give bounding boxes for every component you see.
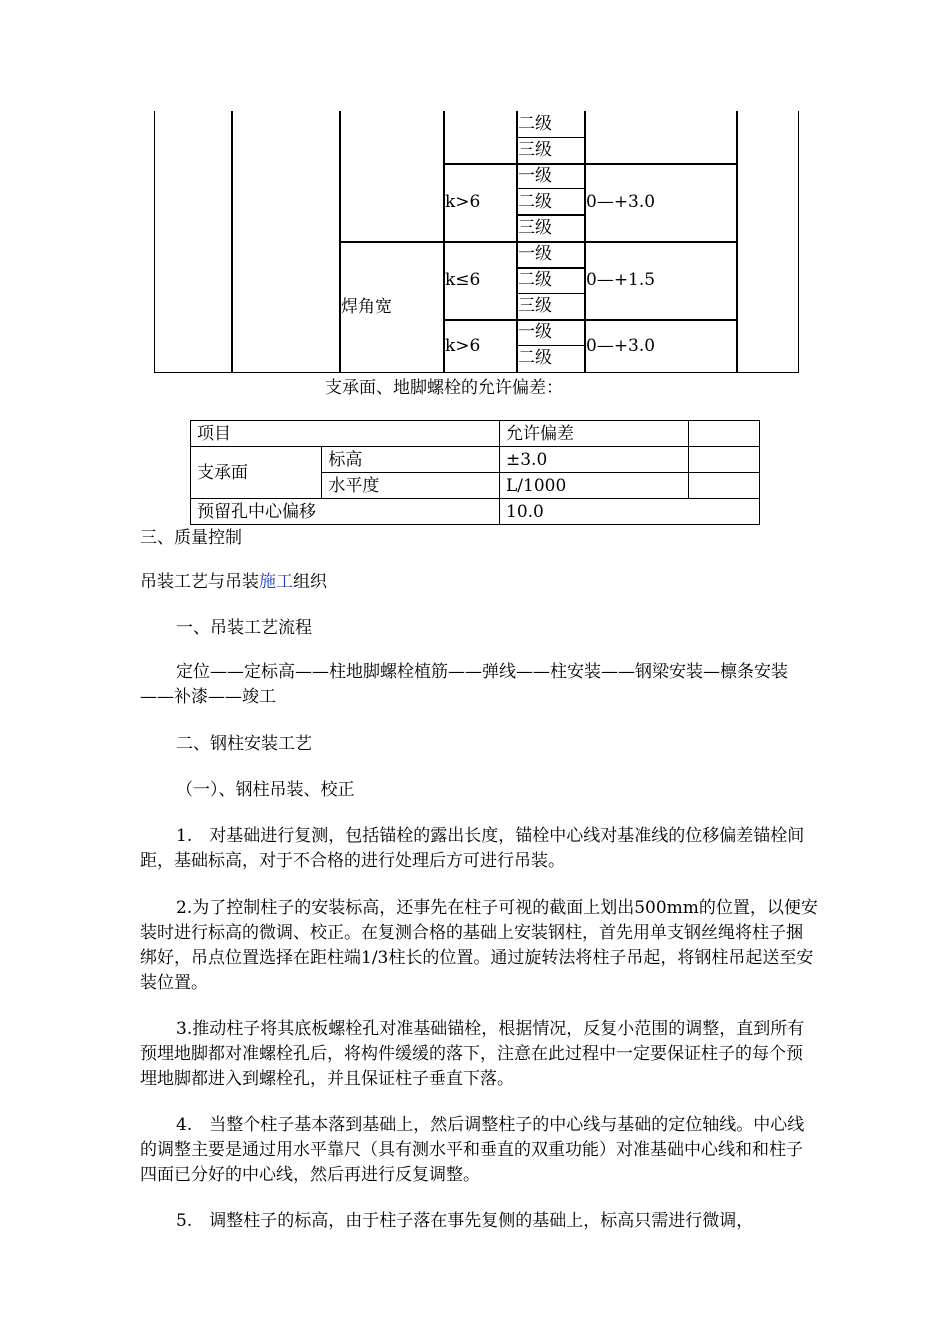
table-border (516, 163, 738, 165)
table-row (191, 447, 760, 473)
table-border (154, 111, 155, 373)
weld-size-label: 焊角宽 (341, 297, 392, 317)
empty-cell (689, 447, 760, 473)
table-border (443, 163, 518, 165)
grade-cell: 一级 (518, 322, 552, 342)
condition-cell: k>6 (445, 192, 481, 212)
paragraph-item-4: 4. 当整个柱子基本落到基础上，然后调整柱子的中心线与基础的定位轴线。中心线的调整主要是通过用水平靠尺（具有测水平和垂直的双重功能）对准基础中心线和和柱子四面已分好的中心线，然后再进行反复调整。 (140, 1115, 805, 1185)
grade-cell: 二级 (518, 270, 552, 290)
tolerance-cell: 0—+1.5 (586, 270, 656, 290)
row-label: 标高 (322, 447, 500, 473)
table-border (798, 111, 799, 373)
empty-cell (689, 421, 760, 447)
table-border (516, 345, 586, 346)
paragraph-item-5: 5. 调整柱子的标高，由于柱子落在事先复侧的基础上，标高只需进行微调， (176, 1211, 754, 1231)
process-heading: 一、吊装工艺流程 (176, 618, 312, 638)
table-border (231, 111, 233, 373)
org-prefix: 吊装工艺与吊装 (140, 572, 259, 592)
grade-cell: 三级 (518, 140, 552, 160)
header-tolerance: 允许偏差 (500, 421, 689, 447)
paragraph-item-2: 2.为了控制柱子的安装标高，还事先在柱子可视的截面上划出500mm的位置，以便安装时进行标高的微调、校正。在复测合格的基础上安装钢柱，首先用单支钢丝绳将柱子捆绑好，吊点位置选择在距柱端1/3柱长的位置。通过旋转法将柱子吊起，将钢柱吊起送至安装位置。 (140, 898, 818, 993)
sub-heading: （一）、钢柱吊装、校正 (176, 780, 355, 800)
table-border (339, 241, 738, 243)
tolerance-cell: 0—+3.0 (586, 192, 656, 212)
table-border (154, 372, 799, 373)
condition-cell: k≤6 (445, 270, 481, 290)
process-paragraph: 定位——定标高——柱地脚螺栓植筋——弹线——柱安装——钢梁安装—檩条安装——补漆——竣工 (140, 662, 788, 707)
condition-cell: k>6 (445, 336, 481, 356)
group-label: 支承面 (191, 447, 322, 499)
grade-cell: 二级 (518, 192, 552, 212)
grade-cell: 二级 (518, 348, 552, 368)
row-value: L/1000 (500, 473, 689, 499)
tolerance-cell: 0—+3.0 (586, 336, 656, 356)
grade-cell: 一级 (518, 244, 552, 264)
grade-cell: 三级 (518, 296, 552, 316)
organization-heading (140, 571, 327, 593)
row-label: 预留孔中心偏移 (191, 499, 500, 525)
row-label: 水平度 (322, 473, 500, 499)
header-item: 项目 (191, 421, 500, 447)
table-border (516, 137, 586, 138)
support-table-caption: 支承面、地脚螺栓的允许偏差： (325, 378, 563, 398)
row-value: 10.0 (500, 499, 760, 525)
construction-link[interactable]: 施工 (259, 572, 293, 592)
table-border (443, 319, 738, 321)
org-suffix: 组织 (293, 572, 327, 592)
row-value: ±3.0 (500, 447, 689, 473)
table-border (516, 214, 586, 216)
grade-cell: 二级 (518, 114, 552, 134)
table-border (516, 293, 586, 294)
table-row (191, 421, 760, 447)
quality-heading: 三、质量控制 (140, 528, 242, 548)
table-row (191, 499, 760, 525)
support-tolerance-table (190, 420, 760, 525)
table-border (516, 188, 586, 189)
paragraph-item-1: 1. 对基础进行复测，包括锚栓的露出长度，锚栓中心线对基准线的位移偏差锚栓间距，基础标高，对于不合格的进行处理后方可进行吊装。 (140, 826, 805, 871)
paragraph-item-3: 3.推动柱子将其底板螺栓孔对准基础锚栓，根据情况，反复小范围的调整，直到所有预埋地脚都对准螺栓孔后，将构件缓缓的落下，注意在此过程中一定要保证柱子的每个预埋地脚都进入到螺栓孔，并且保证柱子垂直下落。 (140, 1019, 805, 1089)
column-heading: 二、钢柱安装工艺 (176, 734, 312, 754)
grade-cell: 三级 (518, 218, 552, 238)
table-border (516, 267, 586, 269)
grade-cell: 一级 (518, 166, 552, 186)
empty-cell (689, 473, 760, 499)
